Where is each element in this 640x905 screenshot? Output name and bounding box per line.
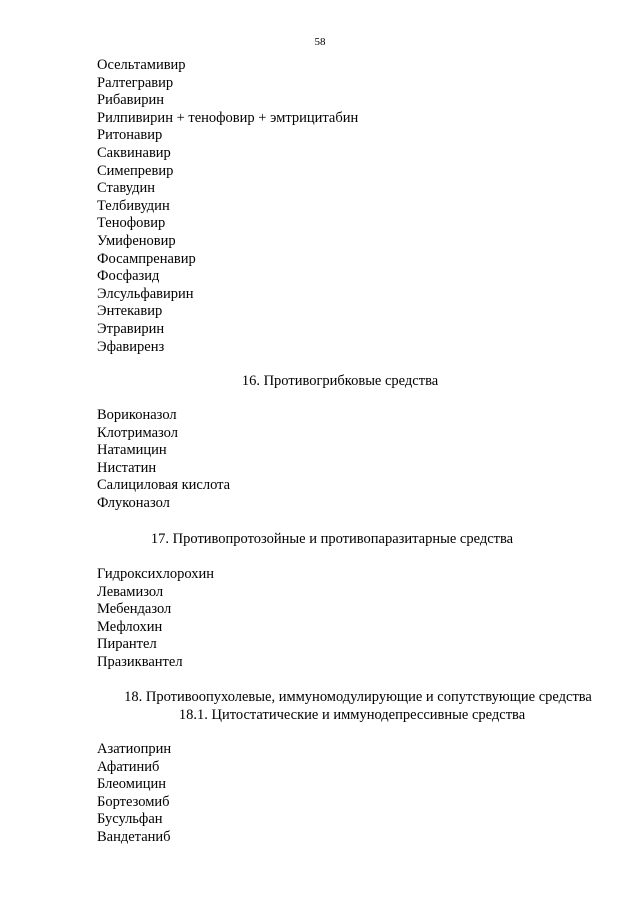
drug-item: Эфавиренз	[97, 338, 165, 355]
drug-item: Азатиоприн	[97, 741, 172, 757]
drug-item: Вандетаниб	[97, 828, 171, 845]
drug-item: Празиквантел	[97, 653, 183, 670]
drug-item: Тенофовир	[97, 215, 166, 232]
section-heading-antifungal: 16. Противогрибковые средства	[241, 373, 439, 389]
drug-item: Вориконазол	[97, 407, 177, 423]
page-number: 58	[314, 36, 326, 48]
drug-item: Этравирин	[97, 320, 165, 337]
drug-item: Энтекавир	[97, 303, 163, 320]
drug-item: Фосампренавир	[97, 250, 196, 267]
drug-item: Флуконазол	[97, 494, 170, 511]
drug-item: Бусульфан	[97, 811, 163, 828]
drug-item: Фосфазид	[97, 268, 160, 285]
subsection-heading-cytostatic: 18.1. Цитостатические и иммунодепрессивные средства	[178, 707, 526, 723]
drug-list-antiviral	[97, 57, 358, 356]
drug-item: Ритонавир	[97, 127, 163, 144]
drug-item: Афатиниб	[97, 758, 160, 775]
drug-item: Элсульфавирин	[97, 285, 194, 302]
drug-item: Умифеновир	[97, 232, 176, 249]
drug-list-antifungal	[97, 407, 230, 513]
drug-list-cytostatic	[97, 741, 171, 847]
drug-item: Рибавирин	[97, 92, 165, 109]
drug-item: Ставудин	[97, 180, 156, 197]
drug-item: Пирантел	[97, 636, 157, 653]
drug-item: Мефлохин	[97, 618, 163, 635]
drug-item: Симепревир	[97, 162, 174, 179]
section-heading-antitumor: 18. Противоопухолевые, иммуномодулирующие и сопутствующие средства	[124, 689, 592, 705]
drug-item: Рилпивирин + тенофовир + эмтрицитабин	[97, 109, 359, 126]
drug-item: Осельтамивир	[97, 57, 186, 73]
section-heading-antiparasitic: 17. Противопротозойные и противопаразитарные средства	[150, 531, 514, 547]
drug-item: Салициловая кислота	[97, 477, 231, 494]
drug-item: Нистатин	[97, 459, 157, 476]
drug-item: Клотримазол	[97, 424, 178, 441]
drug-item: Саквинавир	[97, 144, 171, 161]
drug-item: Гидроксихлорохин	[97, 566, 214, 582]
drug-item: Блеомицин	[97, 776, 166, 793]
drug-item: Бортезомиб	[97, 793, 170, 810]
drug-item: Телбивудин	[97, 197, 170, 214]
drug-item: Мебендазол	[97, 601, 172, 618]
drug-item: Левамизол	[97, 583, 164, 600]
drug-item: Натамицин	[97, 442, 167, 459]
drug-list-antiparasitic	[97, 566, 214, 672]
drug-item: Ралтегравир	[97, 74, 174, 91]
